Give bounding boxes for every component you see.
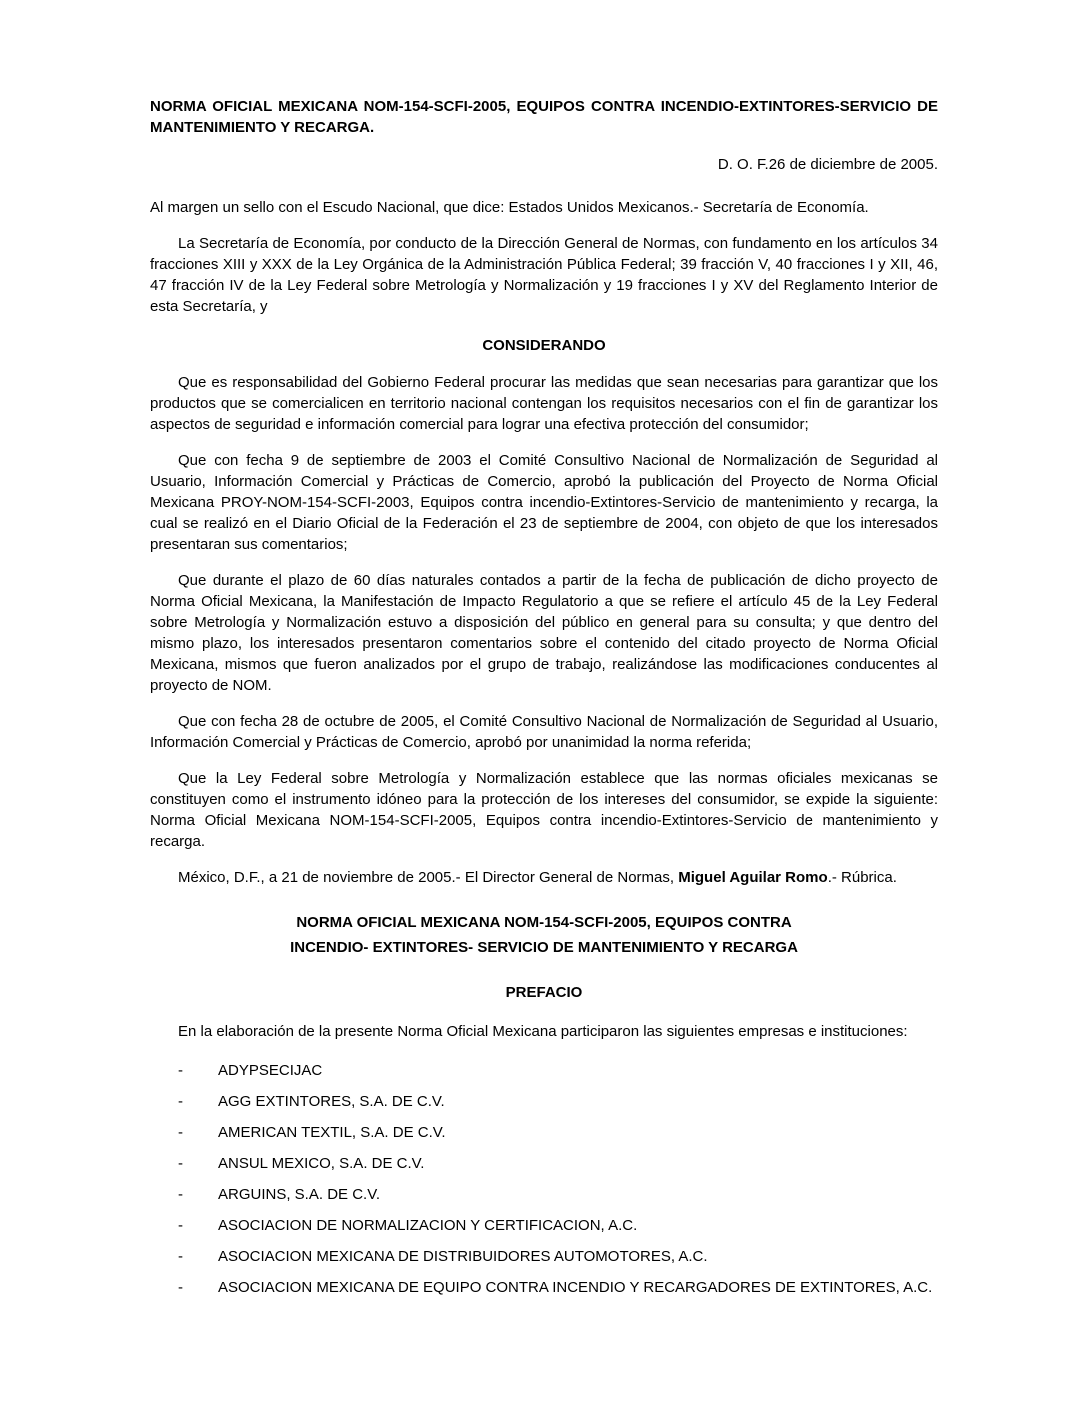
list-dash-marker: -	[178, 1124, 183, 1141]
considerando-paragraph-3: Que durante el plazo de 60 días naturales contados a partir de la fecha de publicación de dicho proyecto de Norma Oficial Mexicana, la Manifestación de Impacto Regulatorio a que se refiere el artículo 45 de la Ley Federal sobre Metrología y Normalización estuvo a disposición del público en general para su consulta; y que dentro del mismo plazo, los interesados presentaron comentarios sobre el contenido del citado proyecto de Norma Oficial Mexicana, mismos que fueron analizados por el grupo de trabajo, realizándose las modificaciones conducentes al proyecto de NOM.	[150, 572, 938, 694]
considerando-heading: CONSIDERANDO	[482, 337, 606, 354]
list-dash-marker: -	[178, 1062, 183, 1079]
list-dash-marker: -	[178, 1248, 183, 1265]
list-dash-marker: -	[178, 1093, 183, 1110]
document-title: NORMA OFICIAL MEXICANA NOM-154-SCFI-2005, EQUIPOS CONTRA INCENDIO-EXTINTORES-SERVICIO DE MANTENIMIENTO Y RECARGA.	[150, 98, 938, 136]
prefacio-heading: PREFACIO	[505, 984, 583, 1001]
participant-name: ASOCIACION MEXICANA DE DISTRIBUIDORES AUTOMOTORES, A.C.	[218, 1248, 708, 1265]
participant-name: ANSUL MEXICO, S.A. DE C.V.	[218, 1155, 425, 1172]
norm-title-line-2: INCENDIO- EXTINTORES- SERVICIO DE MANTENIMIENTO Y RECARGA	[290, 939, 798, 956]
participant-name: ADYPSECIJAC	[218, 1062, 323, 1079]
list-dash-marker: -	[178, 1217, 183, 1234]
participant-name: AGG EXTINTORES, S.A. DE C.V.	[218, 1093, 445, 1110]
list-dash-marker: -	[178, 1186, 183, 1203]
list-item	[150, 1060, 938, 1081]
signature-prefix: México, D.F., a 21 de noviembre de 2005.- El Director General de Normas,	[178, 869, 679, 886]
considerando-paragraph-5: Que la Ley Federal sobre Metrología y Normalización establece que las normas oficiales mexicanas se constituyen como el instrumento idóneo para la protección de los intereses del consumidor, se expide la siguiente: Norma Oficial Mexicana NOM-154-SCFI-2005, Equipos contra incendio-Extintores-Servicio de mantenimiento y recarga.	[150, 770, 938, 850]
participant-name: ASOCIACION MEXICANA DE EQUIPO CONTRA INCENDIO Y RECARGADORES DE EXTINTORES, A.C.	[218, 1279, 933, 1296]
participant-name: ASOCIACION DE NORMALIZACION Y CERTIFICACION, A.C.	[218, 1217, 638, 1234]
prefacio-intro-paragraph: En la elaboración de la presente Norma Oficial Mexicana participaron las siguientes empresas e instituciones:	[178, 1023, 908, 1040]
list-item	[150, 1277, 938, 1298]
list-dash-marker: -	[178, 1279, 183, 1296]
considerando-paragraph-1: Que es responsabilidad del Gobierno Federal procurar las medidas que sean necesarias para garantizar que los productos que se comercialicen en territorio nacional contengan los requisitos necesarios con el fin de garantizar los aspectos de seguridad e información comercial para lograr una efectiva protección del consumidor;	[150, 374, 938, 433]
signature-suffix: .- Rúbrica.	[827, 869, 897, 886]
participant-name: ARGUINS, S.A. DE C.V.	[218, 1186, 380, 1203]
list-item	[150, 1153, 938, 1174]
norm-title-line-1: NORMA OFICIAL MEXICANA NOM-154-SCFI-2005, EQUIPOS CONTRA	[296, 914, 792, 931]
intro-paragraph: La Secretaría de Economía, por conducto de la Dirección General de Normas, con fundamento en los artículos 34 fracciones XIII y XXX de la Ley Orgánica de la Administración Pública Federal; 39 fracción V, 40 fracciones I y XII, 46, 47 fracción IV de la Ley Federal sobre Metrología y Normalización y 19 fracciones I y XV del Reglamento Interior de esta Secretaría, y	[150, 235, 938, 315]
participant-list	[150, 1060, 938, 1298]
margin-seal-note: Al margen un sello con el Escudo Nacional, que dice: Estados Unidos Mexicanos.- Secretaría de Economía.	[150, 199, 869, 216]
list-item	[150, 1184, 938, 1205]
signature-paragraph	[150, 867, 938, 888]
considerando-paragraph-4: Que con fecha 28 de octubre de 2005, el Comité Consultivo Nacional de Normalización de Seguridad al Usuario, Información Comercial y Prácticas de Comercio, aprobó por unanimidad la norma referida;	[150, 713, 938, 751]
norm-title-heading	[150, 910, 938, 960]
considerando-paragraph-2: Que con fecha 9 de septiembre de 2003 el Comité Consultivo Nacional de Normalización de Seguridad al Usuario, Información Comercial y Prácticas de Comercio, aprobó la publicación del Proyecto de Norma Oficial Mexicana PROY-NOM-154-SCFI-2003, Equipos contra incendio-Extintores-Servicio de mantenimiento y recarga, la cual se realizó en el Diario Oficial de la Federación el 23 de septiembre de 2004, con objeto de que los interesados presentaran sus comentarios;	[150, 452, 938, 553]
list-item	[150, 1122, 938, 1143]
list-dash-marker: -	[178, 1155, 183, 1172]
list-item	[150, 1215, 938, 1236]
list-item	[150, 1246, 938, 1267]
publication-date: D. O. F.26 de diciembre de 2005.	[717, 156, 938, 173]
participant-name: AMERICAN TEXTIL, S.A. DE C.V.	[218, 1124, 446, 1141]
signatory-name: Miguel Aguilar Romo	[678, 869, 828, 886]
list-item	[150, 1091, 938, 1112]
